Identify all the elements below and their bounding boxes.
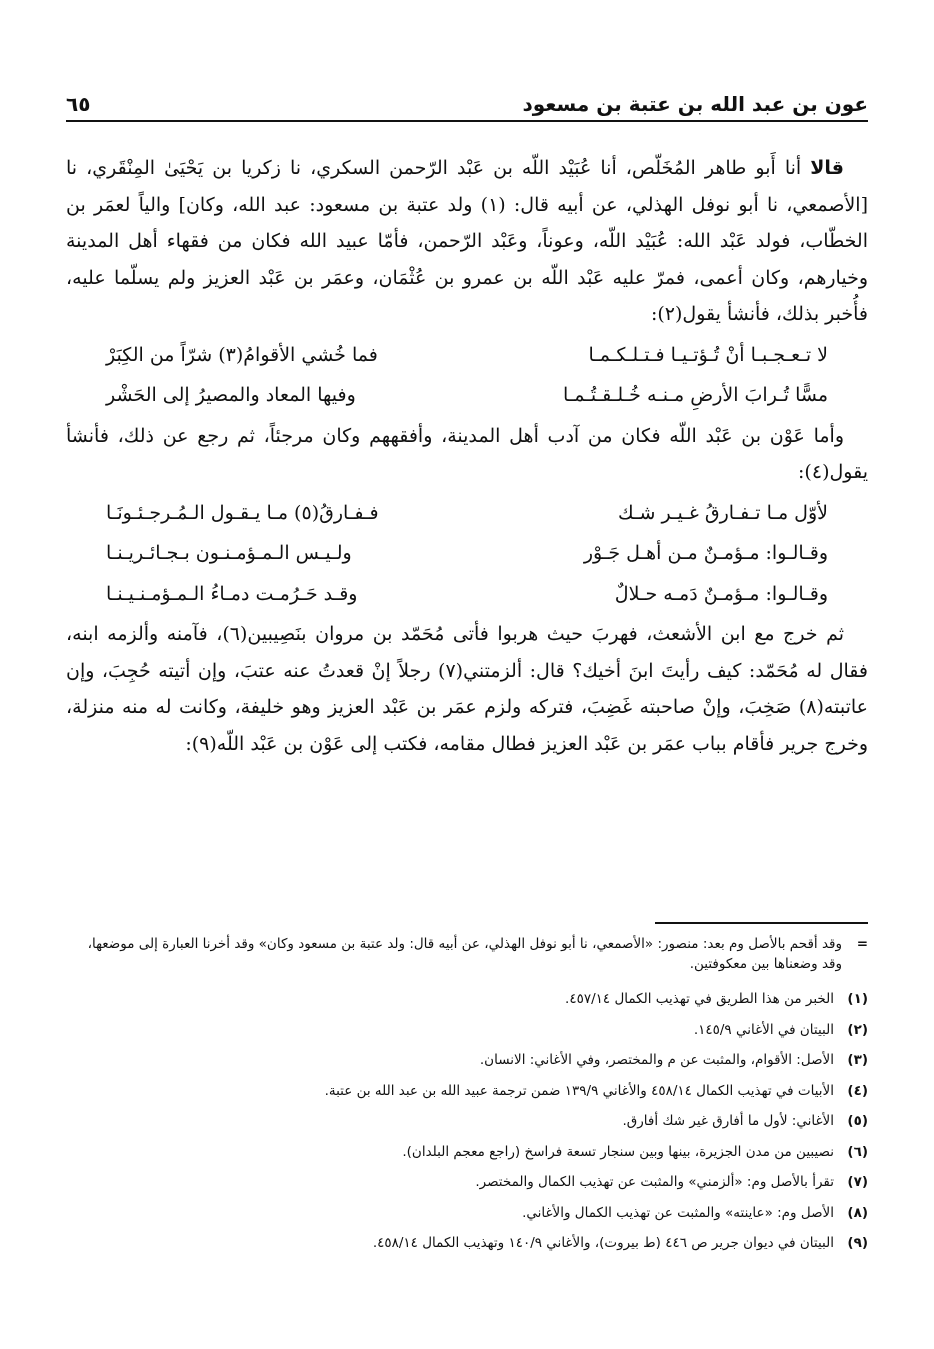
verse-hemistich: وفيها المعاد والمصيرُ إلى الحَشْر [106, 384, 356, 406]
footnote-number: (١) [847, 991, 868, 1007]
footnote [66, 1045, 868, 1076]
footnote [66, 1076, 868, 1107]
footnote-number: (٣) [847, 1052, 868, 1068]
verse-hemistich: ولـيـس الـمـؤمـنـون بـجـائـريـنـا [106, 542, 352, 564]
footnote [66, 1228, 868, 1259]
footnote-text: نصيبين من مدن الجزيرة، بينها وبين سنجار تسعة فراسخ (راجع معجم البلدان). [402, 1143, 834, 1160]
verse-line [106, 377, 828, 414]
verse-hemistich: لأوّل مـا تـفـارقُ غـيـر شـك [617, 501, 828, 524]
verse-hemistich: وقـالـوا: مـؤمـنٌ دَمـه حـلالٌ [614, 582, 828, 605]
paragraph-1-text: أنا أَبو طاهر المُخَلّص، أنا عُبَيْد اللّه بن عَبْد الرّحمن السكري، نا زكريا بن يَحْيَىٰ المِنْقَري، نا [الأصمعي، نا أبو نوفل الهذلي، عن أبيه قال: (١) ولد عتبة بن مسعود: عبد الله، وكان] والياً لعمَر بن الخطّاب، فولد عَبْد الله: عُبَيْد اللّه، وعوناً، وعَبْد الرّحمن، فأمّا عبيد الله فكان من فقهاء أهل المدينة وخيارهم، وكان أعمى، فمرّ عليه عَبْد اللّه بن عمرو بن عُثْمَان، وعمَر بن عَبْد العزيز ولم يسلّما عليه، فأُخبر بذلك، فأنشأ يقول(٢): [66, 157, 868, 325]
footnote-number: (٢) [847, 1021, 868, 1038]
footnote-number: (٥) [847, 1113, 868, 1129]
footnote-text: الأصل: الأقوام، والمثبت عن م والمختصر، وفي الأغاني: الانسان. [479, 1052, 834, 1068]
verse-hemistich: فما خُشي الأقوامُ(٣) شرّاً من الكِبَرْ [106, 343, 378, 366]
verse-line [106, 337, 828, 374]
footnote [66, 1137, 868, 1168]
running-title: عون بن عبد الله بن عتبة بن مسعود [522, 92, 868, 116]
verse-hemistich: وقـالـوا: مـؤمـنٌ مـن أهـل جَـوْر [583, 542, 828, 564]
footnote [66, 1106, 868, 1137]
footnote [66, 984, 868, 1015]
footnote-number: (٧) [847, 1174, 868, 1190]
verse-hemistich: وقـد حَـرُمـت دمـاءُ الـمـؤمـنـيـنـا [106, 582, 358, 605]
footnote-text: تقرأ بالأصل وم: «ألزمني» والمثبت عن تهذيب الكمال والمختصر. [475, 1174, 834, 1190]
footnote-number: (٤) [847, 1082, 868, 1099]
footnote [66, 1167, 868, 1198]
footnote-continuation [66, 934, 868, 974]
footnote-text: الأصل وم: «عاينته» والمثبت عن تهذيب الكمال والأغاني. [522, 1204, 834, 1221]
paragraph-1-lead: قالا [810, 157, 844, 179]
footnotes [66, 934, 868, 1259]
footnote-text: الخبر من هذا الطريق في تهذيب الكمال ٤٥٧/١٤. [565, 991, 834, 1007]
paragraph-3: ثم خرج مع ابن الأشعث، فهربَ حيث هربوا فأتى مُحَمّد بن مروان بنَصِيبين(٦)، فآمنه وألزمه ابنه، فقال له مُحَمّد: كيف رأيتَ ابنَ أخيك؟ قال: ألزمتني(٧) رجلاً إنْ قعدتُ عنه عتبَ، وإن أتيته حُجِبَ، وإن عاتبته(٨) صَخِبَ، وإنْ صاحبته غَضِبَ، فتركه ولزم عمَر بن عَبْد العزيز وهو خليفة، وكانت له منه منزلة، وخرج جرير فأقام بباب عمَر بن عَبْد العزيز فطال مقامه، فكتب إلى عَوْن بن عَبْد اللّه(٩): [66, 623, 868, 755]
footnote-number: (٨) [847, 1204, 868, 1221]
verse-line [106, 495, 828, 532]
footnote-number: (٦) [847, 1143, 868, 1160]
footnote [66, 1198, 868, 1229]
main-text [66, 150, 868, 762]
footnote-number: (٩) [847, 1235, 868, 1251]
running-header [66, 86, 868, 122]
paragraph-1 [66, 150, 868, 333]
paragraph-2: وأما عَوْن بن عَبْد اللّه فكان من آدب أهل المدينة، وأفقههم وكان مرجئاً، ثم رجع عن ذلك، فأنشأ يقول(٤): [66, 424, 868, 483]
footnote-text: الأغاني: لأول ما أفارق غير شك أفارق. [622, 1113, 834, 1129]
footnote-text: البيتان في الأغاني ١٤٥/٩. [693, 1021, 834, 1038]
footnote [66, 1015, 868, 1046]
footnote-text: الأبيات في تهذيب الكمال ٤٥٨/١٤ والأغاني ١٣٩/٩ ضمن ترجمة عبيد الله بن عبد الله بن عتبة. [324, 1082, 834, 1099]
footnote-separator [655, 922, 868, 924]
verse-line [106, 576, 828, 613]
verse-hemistich: فـفـارقُ(٥) مـا يـقـول الـمُـرجـئـونَـا [106, 501, 379, 524]
page-number: ٦٥ [66, 92, 91, 116]
verse-hemistich: لا تـعـجـبـا أنْ تُـؤتـيـا فـتـلـكـمـا [588, 343, 828, 366]
verse-hemistich: مسًّا تُـرابَ الأرضِ مـنـه خُـلـقـتُـمـا [562, 384, 828, 406]
continuation-mark: = [856, 936, 868, 952]
footnote-text: البيتان في ديوان جرير ص ٤٤٦ (ط بيروت)، والأغاني ١٤٠/٩ وتهذيب الكمال ٤٥٨/١٤. [372, 1235, 834, 1251]
footnote-continuation-text: وقد أقحم بالأصل وم بعد: منصور: «الأصمعي، نا أبو نوفل الهذلي، عن أبيه قال: ولد عتبة بن مسعود وكان» وقد أخرنا العبارة إلى موضعها، وقد وضعناها بين معكوفتين. [87, 936, 842, 972]
verse-line [106, 535, 828, 572]
